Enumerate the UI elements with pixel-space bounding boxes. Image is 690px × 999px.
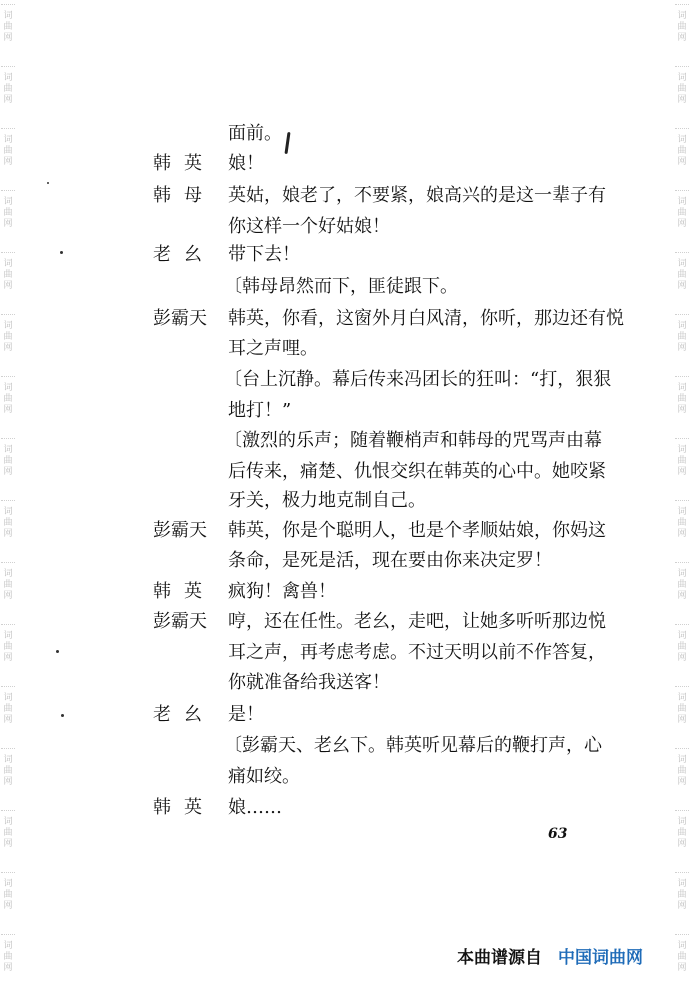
watermark-glyph-group xyxy=(1,66,15,111)
continuation-line: 牙关，极力地克制自己。 xyxy=(228,490,426,511)
watermark-glyph: 曲 xyxy=(677,455,687,466)
continuation-line: 耳之声哩。 xyxy=(228,338,318,359)
watermark-glyph: 词 xyxy=(677,506,687,517)
dialogue-line: 韩英，你是个聪明人，也是个孝顺姑娘，你妈这 xyxy=(228,520,606,541)
watermark-glyph: 曲 xyxy=(3,207,13,218)
watermark-glyph: 曲 xyxy=(3,517,13,528)
footer-site-name[interactable]: 中国词曲网 xyxy=(558,948,643,968)
footer-credit xyxy=(457,947,643,969)
watermark-glyph: 曲 xyxy=(3,703,13,714)
watermark-glyph: 网 xyxy=(677,342,687,353)
watermark-glyph: 词 xyxy=(3,754,13,765)
watermark-glyph-group xyxy=(1,686,15,731)
watermark-glyph: 网 xyxy=(3,962,13,973)
watermark-glyph: 词 xyxy=(677,196,687,207)
watermark-glyph-group xyxy=(1,624,15,669)
watermark-glyph-group xyxy=(675,810,689,855)
watermark-glyph: 词 xyxy=(677,382,687,393)
watermark-glyph: 词 xyxy=(3,630,13,641)
stage-direction-line: 〔激烈的乐声；随着鞭梢声和韩母的咒骂声由幕 xyxy=(224,430,602,451)
watermark-glyph: 曲 xyxy=(677,579,687,590)
watermark-glyph: 曲 xyxy=(3,827,13,838)
watermark-glyph: 网 xyxy=(677,466,687,477)
watermark-glyph: 曲 xyxy=(3,331,13,342)
watermark-glyph: 曲 xyxy=(3,83,13,94)
speaker-name: 彭霸天 xyxy=(153,611,207,632)
watermark-glyph: 网 xyxy=(3,94,13,105)
watermark-glyph-group xyxy=(675,686,689,731)
watermark-glyph: 网 xyxy=(677,156,687,167)
watermark-glyph-group xyxy=(1,128,15,173)
continuation-line: 耳之声，再考虑考虑。不过天明以前不作答复， xyxy=(228,642,606,663)
speaker-name: 韩英 xyxy=(153,153,215,174)
watermark-glyph: 网 xyxy=(3,218,13,229)
watermark-glyph: 词 xyxy=(3,134,13,145)
watermark-glyph-group xyxy=(675,438,689,483)
watermark-glyph: 网 xyxy=(3,280,13,291)
watermark-glyph: 网 xyxy=(3,838,13,849)
dialogue-line: 娘…… xyxy=(228,797,282,818)
dialogue-line: 带下去！ xyxy=(228,244,300,265)
watermark-glyph: 网 xyxy=(677,528,687,539)
watermark-glyph: 网 xyxy=(677,280,687,291)
watermark-glyph: 词 xyxy=(3,196,13,207)
watermark-glyph: 词 xyxy=(677,258,687,269)
watermark-glyph: 曲 xyxy=(3,641,13,652)
speaker-name: 韩英 xyxy=(153,581,215,602)
watermark-glyph-group xyxy=(675,624,689,669)
watermark-glyph-group xyxy=(1,252,15,297)
watermark-glyph-group xyxy=(1,810,15,855)
watermark-glyph-group xyxy=(1,562,15,607)
watermark-glyph: 词 xyxy=(677,878,687,889)
watermark-glyph: 网 xyxy=(3,590,13,601)
watermark-glyph-group xyxy=(675,66,689,111)
watermark-glyph-group xyxy=(675,376,689,421)
watermark-glyph: 网 xyxy=(3,404,13,415)
scan-speck xyxy=(56,650,59,653)
watermark-glyph: 词 xyxy=(3,878,13,889)
watermark-glyph: 网 xyxy=(3,652,13,663)
watermark-glyph: 曲 xyxy=(677,393,687,404)
page-number: 63 xyxy=(548,826,568,842)
watermark-glyph: 网 xyxy=(677,652,687,663)
watermark-glyph: 词 xyxy=(677,10,687,21)
watermark-glyph: 词 xyxy=(3,258,13,269)
watermark-glyph: 网 xyxy=(3,156,13,167)
watermark-glyph: 网 xyxy=(677,714,687,725)
watermark-glyph-group xyxy=(1,500,15,545)
speaker-name: 韩母 xyxy=(153,185,215,206)
speaker-name: 老幺 xyxy=(153,704,215,725)
dialogue-line: 是！ xyxy=(228,704,264,725)
watermark-glyph-group xyxy=(1,4,15,49)
watermark-glyph: 词 xyxy=(3,382,13,393)
watermark-glyph: 曲 xyxy=(677,951,687,962)
watermark-glyph: 曲 xyxy=(677,83,687,94)
left-watermark-strip xyxy=(1,0,15,999)
watermark-glyph: 词 xyxy=(677,940,687,951)
watermark-glyph: 网 xyxy=(677,218,687,229)
scan-speck xyxy=(60,251,63,254)
watermark-glyph: 词 xyxy=(677,134,687,145)
watermark-glyph: 曲 xyxy=(3,21,13,32)
watermark-glyph-group xyxy=(675,314,689,359)
watermark-glyph-group xyxy=(1,376,15,421)
watermark-glyph: 词 xyxy=(677,692,687,703)
watermark-glyph: 曲 xyxy=(677,889,687,900)
dialogue-line: 哼，还在任性。老幺，走吧，让她多听听那边悦 xyxy=(228,611,606,632)
watermark-glyph: 曲 xyxy=(677,207,687,218)
watermark-glyph-group xyxy=(1,872,15,917)
dialogue-line: 疯狗！禽兽！ xyxy=(228,581,336,602)
watermark-glyph: 网 xyxy=(677,838,687,849)
watermark-glyph: 曲 xyxy=(677,641,687,652)
watermark-glyph: 曲 xyxy=(677,765,687,776)
watermark-glyph-group xyxy=(675,500,689,545)
watermark-glyph: 词 xyxy=(677,754,687,765)
watermark-glyph: 词 xyxy=(3,320,13,331)
dialogue-line: 韩英，你看，这窗外月白风清，你听，那边还有悦 xyxy=(228,308,624,329)
watermark-glyph: 词 xyxy=(677,568,687,579)
watermark-glyph: 曲 xyxy=(677,145,687,156)
watermark-glyph: 网 xyxy=(677,900,687,911)
watermark-glyph: 曲 xyxy=(677,269,687,280)
watermark-glyph-group xyxy=(675,252,689,297)
watermark-glyph: 网 xyxy=(3,900,13,911)
watermark-glyph: 词 xyxy=(677,630,687,641)
watermark-glyph: 曲 xyxy=(3,889,13,900)
continuation-line: 痛如绞。 xyxy=(228,766,300,787)
watermark-glyph: 曲 xyxy=(3,455,13,466)
watermark-glyph-group xyxy=(1,748,15,793)
dialogue-line: 英姑，娘老了，不要紧，娘高兴的是这一辈子有 xyxy=(228,185,606,206)
watermark-glyph: 网 xyxy=(3,32,13,43)
watermark-glyph: 曲 xyxy=(677,21,687,32)
watermark-glyph: 词 xyxy=(677,320,687,331)
watermark-glyph: 网 xyxy=(677,776,687,787)
stage-direction-line: 〔彭霸天、老幺下。韩英听见幕后的鞭打声，心 xyxy=(224,735,602,756)
stage-direction-line: 〔台上沉静。幕后传来冯团长的狂叫：“打，狠狠 xyxy=(224,369,612,390)
watermark-glyph-group xyxy=(675,872,689,917)
watermark-glyph-group xyxy=(1,934,15,979)
watermark-glyph: 网 xyxy=(3,466,13,477)
speaker-name: 彭霸天 xyxy=(153,308,207,329)
watermark-glyph: 曲 xyxy=(677,827,687,838)
watermark-glyph: 曲 xyxy=(3,145,13,156)
watermark-glyph: 词 xyxy=(3,568,13,579)
watermark-glyph: 曲 xyxy=(3,579,13,590)
continuation-line: 你就准备给我送客！ xyxy=(228,672,390,693)
stage-direction-line: 〔韩母昂然而下，匪徒跟下。 xyxy=(224,276,458,297)
watermark-glyph: 词 xyxy=(3,72,13,83)
watermark-glyph-group xyxy=(675,562,689,607)
speaker-name: 老幺 xyxy=(153,244,215,265)
right-watermark-strip xyxy=(675,0,689,999)
watermark-glyph: 曲 xyxy=(677,517,687,528)
watermark-glyph: 词 xyxy=(3,506,13,517)
watermark-glyph-group xyxy=(675,934,689,979)
footer-source-label: 本曲谱源自 xyxy=(457,948,542,968)
watermark-glyph: 网 xyxy=(3,342,13,353)
dialogue-line: 娘！ xyxy=(228,153,264,174)
watermark-glyph: 网 xyxy=(677,404,687,415)
watermark-glyph: 曲 xyxy=(3,393,13,404)
watermark-glyph: 曲 xyxy=(3,951,13,962)
watermark-glyph: 词 xyxy=(677,816,687,827)
watermark-glyph: 词 xyxy=(3,692,13,703)
watermark-glyph-group xyxy=(675,4,689,49)
watermark-glyph: 词 xyxy=(3,940,13,951)
watermark-glyph-group xyxy=(1,190,15,235)
watermark-glyph: 词 xyxy=(3,10,13,21)
watermark-glyph-group xyxy=(1,438,15,483)
continuation-line: 面前。 xyxy=(228,123,282,144)
pen-mark xyxy=(284,132,290,154)
watermark-glyph: 词 xyxy=(3,444,13,455)
watermark-glyph: 曲 xyxy=(677,331,687,342)
continuation-line: 后传来，痛楚、仇恨交织在韩英的心中。她咬紧 xyxy=(228,461,606,482)
watermark-glyph: 词 xyxy=(3,816,13,827)
scan-speck xyxy=(47,182,49,184)
watermark-glyph-group xyxy=(675,190,689,235)
watermark-glyph: 网 xyxy=(677,94,687,105)
watermark-glyph: 网 xyxy=(677,590,687,601)
speaker-name: 彭霸天 xyxy=(153,520,207,541)
watermark-glyph-group xyxy=(1,314,15,359)
watermark-glyph: 网 xyxy=(3,714,13,725)
watermark-glyph-group xyxy=(675,128,689,173)
watermark-glyph-group xyxy=(675,748,689,793)
watermark-glyph: 网 xyxy=(3,776,13,787)
watermark-glyph: 网 xyxy=(677,962,687,973)
watermark-glyph: 词 xyxy=(677,444,687,455)
speaker-name: 韩英 xyxy=(153,797,215,818)
watermark-glyph: 词 xyxy=(677,72,687,83)
continuation-line: 你这样一个好姑娘！ xyxy=(228,216,390,237)
watermark-glyph: 曲 xyxy=(3,765,13,776)
watermark-glyph: 网 xyxy=(677,32,687,43)
continuation-line: 地打！” xyxy=(228,400,292,421)
watermark-glyph: 曲 xyxy=(3,269,13,280)
watermark-glyph: 曲 xyxy=(677,703,687,714)
scan-speck xyxy=(61,714,64,717)
watermark-glyph: 网 xyxy=(3,528,13,539)
continuation-line: 条命，是死是活，现在要由你来决定罗！ xyxy=(228,550,552,571)
